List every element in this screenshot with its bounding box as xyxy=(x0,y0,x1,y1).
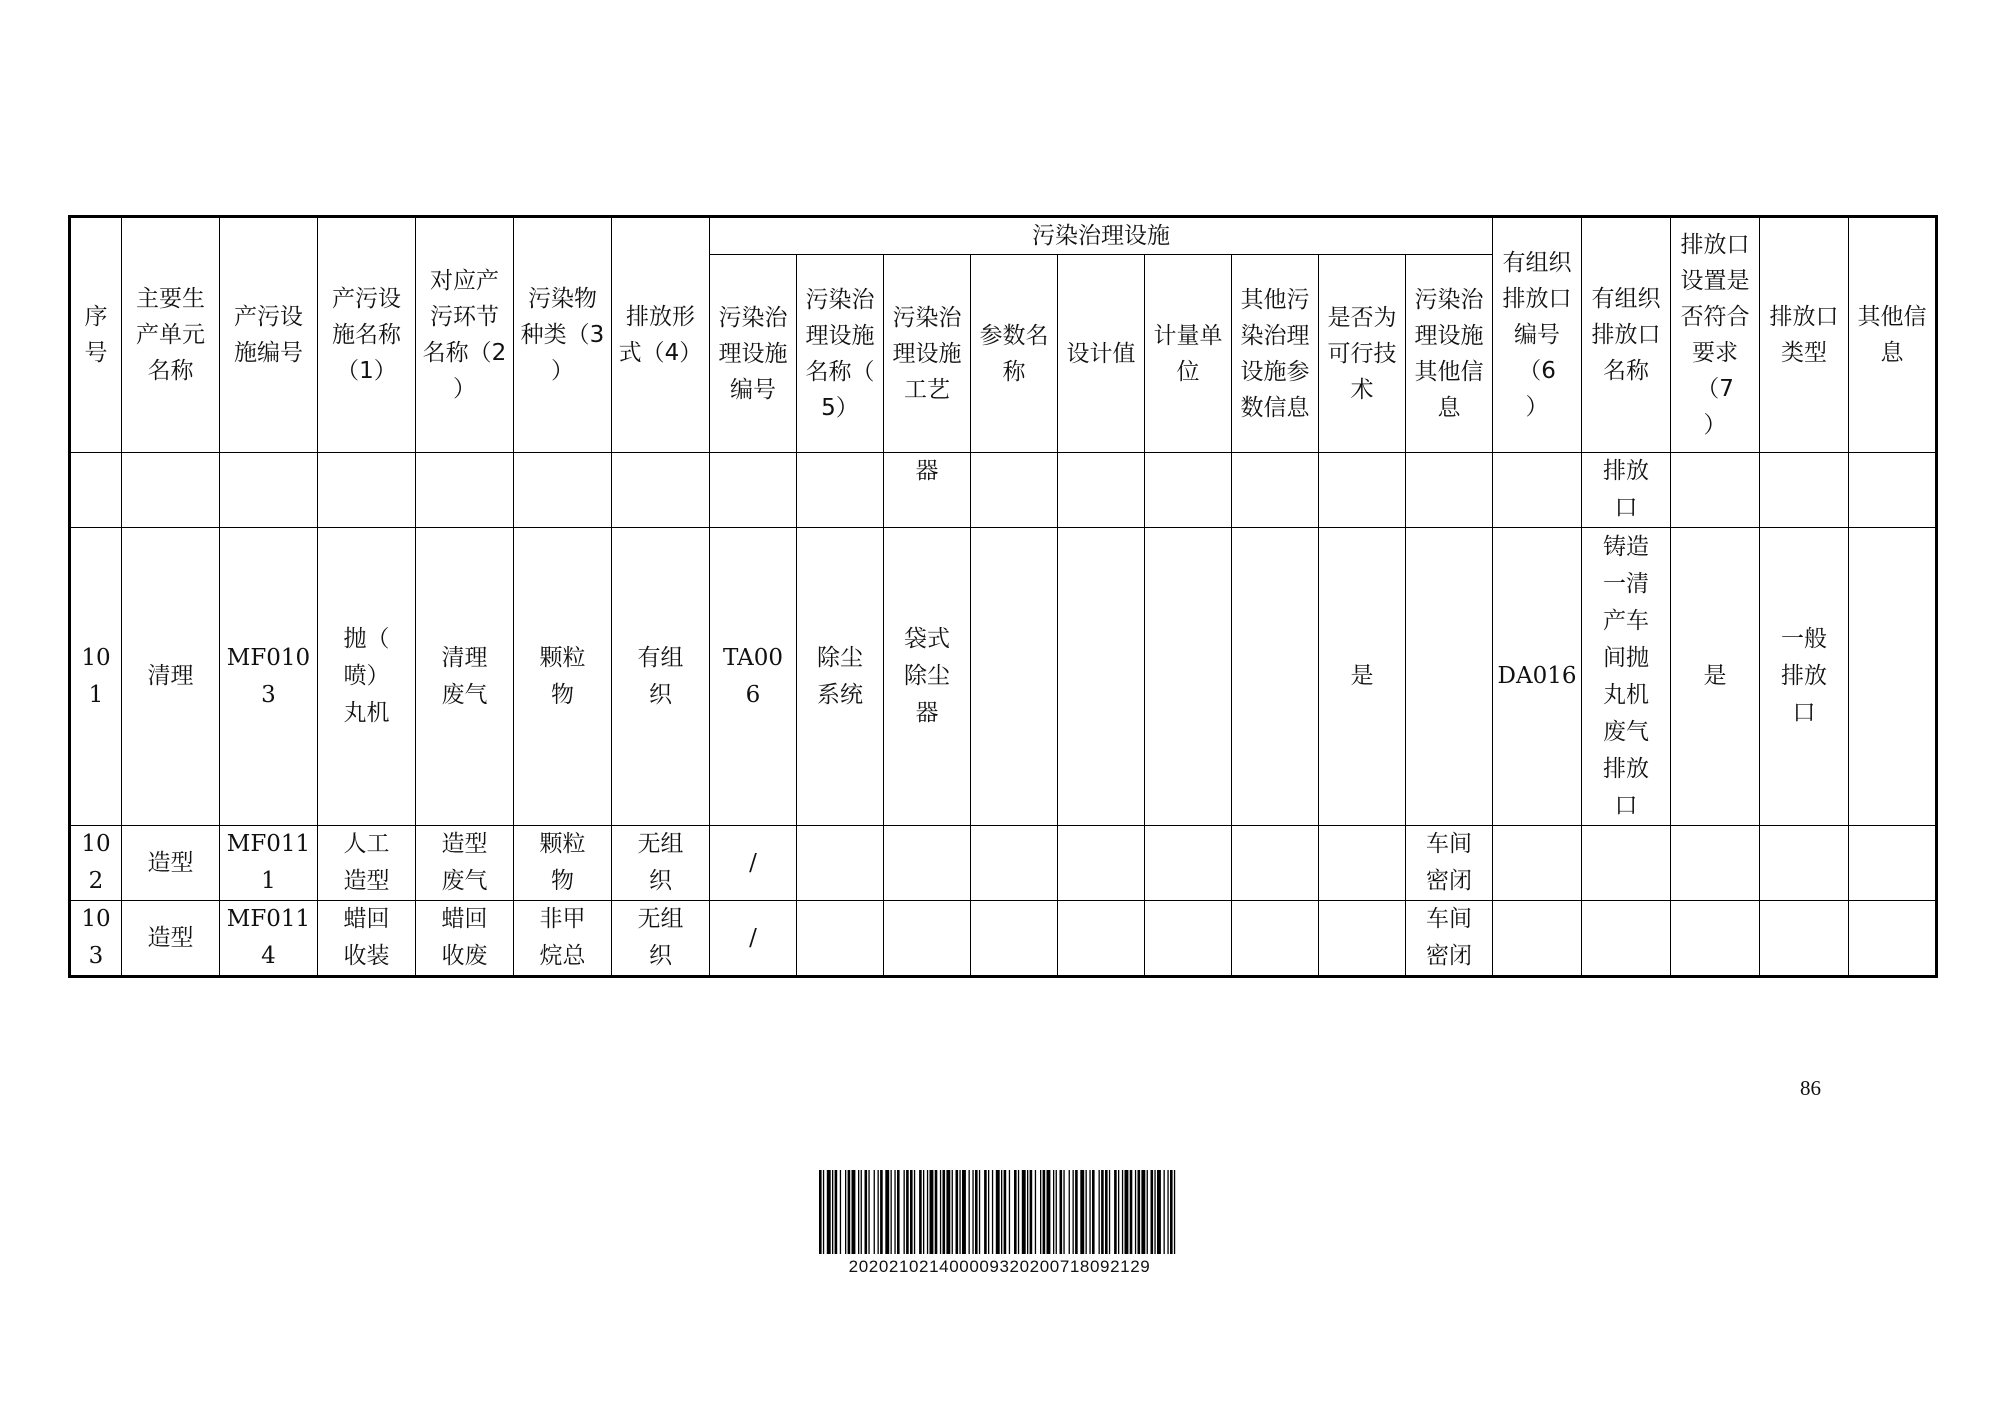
table-cell xyxy=(1493,453,1582,528)
table-cell xyxy=(1232,453,1319,528)
table-cell: 无组 织 xyxy=(612,826,710,901)
barcode-bar xyxy=(868,1170,869,1254)
table-row xyxy=(70,528,1937,826)
barcode-bar xyxy=(1040,1170,1041,1254)
header-outlet-name: 有组织 排放口 名称 xyxy=(1582,217,1671,453)
barcode-bar xyxy=(1147,1170,1148,1254)
table-cell xyxy=(1145,453,1232,528)
header-pollutant-type: 污染物 种类（3 ） xyxy=(514,217,612,453)
header-parameter-name: 参数名 称 xyxy=(971,255,1058,453)
barcode-bar xyxy=(894,1170,895,1254)
table-row xyxy=(70,901,1937,977)
barcode-bar xyxy=(992,1170,993,1254)
header-feasible-tech: 是否为 可行技 术 xyxy=(1319,255,1406,453)
barcode-bar xyxy=(1018,1170,1019,1254)
header-facility-name: 产污设 施名称 （1） xyxy=(318,217,416,453)
table-cell xyxy=(318,453,416,528)
table-cell: 车间 密闭 xyxy=(1406,826,1493,901)
barcode-bar xyxy=(874,1170,875,1254)
table-body xyxy=(70,453,1937,977)
table-cell xyxy=(220,453,318,528)
barcode-bar xyxy=(1122,1170,1123,1254)
table-cell: 器 xyxy=(884,453,971,528)
barcode-bar xyxy=(891,1170,892,1254)
barcode-bar xyxy=(878,1170,879,1254)
table-cell xyxy=(1232,528,1319,826)
barcode-number: 20202102140000932020071809212​9 xyxy=(848,1257,1151,1276)
header-row-top xyxy=(70,217,1937,255)
table-row xyxy=(70,453,1937,528)
barcode-bar xyxy=(840,1170,841,1254)
barcode-bar xyxy=(1030,1170,1033,1254)
barcode-bar xyxy=(1035,1170,1036,1254)
table-cell: 有组 织 xyxy=(612,528,710,826)
barcode-image xyxy=(817,1170,1182,1254)
barcode-bar xyxy=(1014,1170,1017,1254)
barcode-bar xyxy=(852,1170,856,1254)
table-cell xyxy=(1671,453,1760,528)
table-cell xyxy=(1849,826,1937,901)
pollution-facility-table xyxy=(68,215,1938,978)
header-treatment-id: 污染治 理设施 编号 xyxy=(710,255,797,453)
barcode-bar xyxy=(952,1170,953,1254)
barcode-bar xyxy=(1164,1170,1165,1254)
barcode-bar xyxy=(1056,1170,1057,1254)
table-cell xyxy=(1760,453,1849,528)
barcode xyxy=(817,1170,1182,1277)
header-unit: 计量单 位 xyxy=(1145,255,1232,453)
barcode-bar xyxy=(910,1170,913,1254)
table-cell: 一般 排放 口 xyxy=(1760,528,1849,826)
table-cell: 袋式 除尘 器 xyxy=(884,528,971,826)
barcode-bar xyxy=(923,1170,924,1254)
barcode-bar xyxy=(946,1170,950,1254)
table-cell: 蜡回 收废 xyxy=(416,901,514,977)
table-cell xyxy=(797,453,884,528)
header-design-value: 设计值 xyxy=(1058,255,1145,453)
barcode-bar xyxy=(819,1170,822,1254)
table-cell xyxy=(710,453,797,528)
table-cell xyxy=(971,528,1058,826)
table-cell xyxy=(884,826,971,901)
table-cell xyxy=(971,826,1058,901)
table-cell xyxy=(1406,528,1493,826)
table-cell: MF011 4 xyxy=(220,901,318,977)
header-emission-form: 排放形 式（4） xyxy=(612,217,710,453)
barcode-bar xyxy=(1118,1170,1119,1254)
barcode-bar xyxy=(927,1170,928,1254)
table-cell xyxy=(1760,901,1849,977)
table-cell xyxy=(122,453,220,528)
header-outlet-type: 排放口 类型 xyxy=(1760,217,1849,453)
table-cell: 非甲 烷总 xyxy=(514,901,612,977)
table-cell xyxy=(1232,901,1319,977)
barcode-bar xyxy=(1109,1170,1110,1254)
table-cell: 是 xyxy=(1319,528,1406,826)
table-cell xyxy=(416,453,514,528)
barcode-bar xyxy=(897,1170,900,1254)
barcode-bar xyxy=(1060,1170,1063,1254)
table-cell xyxy=(1582,901,1671,977)
barcode-bar xyxy=(1001,1170,1002,1254)
barcode-bar xyxy=(1086,1170,1087,1254)
barcode-bar xyxy=(1114,1170,1117,1254)
barcode-bar xyxy=(845,1170,846,1254)
table-cell: 颗粒 物 xyxy=(514,528,612,826)
barcode-bar xyxy=(984,1170,987,1254)
barcode-bar xyxy=(880,1170,883,1254)
barcode-bar xyxy=(969,1170,970,1254)
table-cell xyxy=(1849,453,1937,528)
barcode-bar xyxy=(1080,1170,1084,1254)
table-cell: DA016 xyxy=(1493,528,1582,826)
barcode-bar xyxy=(904,1170,905,1254)
table-cell xyxy=(1406,453,1493,528)
barcode-bar xyxy=(930,1170,934,1254)
barcode-bar xyxy=(1105,1170,1108,1254)
header-main-unit: 主要生 产单元 名称 xyxy=(122,217,220,453)
header-treatment-process: 污染治 理设施 工艺 xyxy=(884,255,971,453)
header-outlet-id: 有组织 排放口 编号（6 ） xyxy=(1493,217,1582,453)
table-cell xyxy=(971,901,1058,977)
table-cell xyxy=(1145,901,1232,977)
table-cell: 无组 织 xyxy=(612,901,710,977)
barcode-bar xyxy=(1130,1170,1133,1254)
table-cell: 除尘 系统 xyxy=(797,528,884,826)
barcode-bar xyxy=(1167,1170,1168,1254)
barcode-bar xyxy=(1073,1170,1074,1254)
barcode-bar xyxy=(1101,1170,1104,1254)
table-cell: 是 xyxy=(1671,528,1760,826)
table-cell xyxy=(1849,528,1937,826)
barcode-bar xyxy=(858,1170,859,1254)
barcode-bar xyxy=(962,1170,966,1254)
barcode-bar xyxy=(996,1170,1000,1254)
table-cell: 清理 xyxy=(122,528,220,826)
table-cell xyxy=(971,453,1058,528)
barcode-bar xyxy=(1151,1170,1154,1254)
barcode-bar xyxy=(972,1170,973,1254)
table-cell xyxy=(612,453,710,528)
barcode-bar xyxy=(1154,1170,1155,1254)
barcode-bar xyxy=(1125,1170,1129,1254)
table-cell: 10 3 xyxy=(70,901,122,977)
table-cell xyxy=(1232,826,1319,901)
table-cell: 10 1 xyxy=(70,528,122,826)
table-cell: 10 2 xyxy=(70,826,122,901)
barcode-bar xyxy=(943,1170,946,1254)
barcode-bar xyxy=(823,1170,824,1254)
table-cell: 排放 口 xyxy=(1582,453,1671,528)
barcode-bar xyxy=(975,1170,978,1254)
table-cell xyxy=(1058,528,1145,826)
table-cell xyxy=(797,826,884,901)
table-cell xyxy=(1319,901,1406,977)
barcode-bar xyxy=(935,1170,938,1254)
barcode-bar xyxy=(861,1170,862,1254)
table-cell: 造型 xyxy=(122,901,220,977)
barcode-bar xyxy=(1157,1170,1161,1254)
barcode-bar xyxy=(914,1170,915,1254)
table-cell xyxy=(1760,826,1849,901)
barcode-bar xyxy=(1099,1170,1100,1254)
table-cell: 造型 xyxy=(122,826,220,901)
table-cell: / xyxy=(710,826,797,901)
barcode-bar xyxy=(906,1170,909,1254)
table-cell xyxy=(884,901,971,977)
table-cell xyxy=(1058,826,1145,901)
barcode-bar xyxy=(1174,1170,1175,1254)
table-cell xyxy=(1319,453,1406,528)
table-cell xyxy=(1058,453,1145,528)
table-cell xyxy=(1671,826,1760,901)
table-cell: 车间 密闭 xyxy=(1406,901,1493,977)
barcode-bar xyxy=(827,1170,831,1254)
barcode-bar xyxy=(1047,1170,1051,1254)
table-cell: 人工 造型 xyxy=(318,826,416,901)
table-cell xyxy=(70,453,122,528)
barcode-bar xyxy=(919,1170,922,1254)
table-cell: 蜡回 收装 xyxy=(318,901,416,977)
barcode-bar xyxy=(956,1170,959,1254)
barcode-bar xyxy=(1135,1170,1136,1254)
table-cell: 抛（ 喷） 丸机 xyxy=(318,528,416,826)
header-process-name: 对应产 污环节 名称（2 ） xyxy=(416,217,514,453)
table-cell xyxy=(1493,901,1582,977)
header-facility-id: 产污设 施编号 xyxy=(220,217,318,453)
barcode-bar xyxy=(885,1170,889,1254)
header-seq: 序 号 xyxy=(70,217,122,453)
table-cell: 铸造 一清 产车 间抛 丸机 废气 排放 口 xyxy=(1582,528,1671,826)
barcode-bar xyxy=(848,1170,851,1254)
barcode-bar xyxy=(940,1170,941,1254)
table-cell xyxy=(514,453,612,528)
header-treatment-group: 污染治理设施 xyxy=(710,217,1493,255)
barcode-bar xyxy=(835,1170,838,1254)
barcode-bar xyxy=(979,1170,980,1254)
table-cell: TA00 6 xyxy=(710,528,797,826)
barcode-bar xyxy=(1170,1170,1173,1254)
barcode-bar xyxy=(832,1170,833,1254)
barcode-bar xyxy=(1069,1170,1070,1254)
barcode-bar xyxy=(1138,1170,1141,1254)
table-cell xyxy=(1145,826,1232,901)
barcode-bar xyxy=(1043,1170,1046,1254)
header-treatment-name: 污染治 理设施 名称（ 5） xyxy=(797,255,884,453)
table-cell xyxy=(797,901,884,977)
barcode-bar xyxy=(1004,1170,1007,1254)
barcode-bar xyxy=(1141,1170,1145,1254)
barcode-bar xyxy=(1009,1170,1010,1254)
header-other-params: 其他污 染治理 设施参 数信息 xyxy=(1232,255,1319,453)
table-cell: 清理 废气 xyxy=(416,528,514,826)
header-treatment-other: 污染治 理设施 其他信 息 xyxy=(1406,255,1493,453)
table-cell: 颗粒 物 xyxy=(514,826,612,901)
page-number: 86 xyxy=(1800,1076,1821,1100)
table-row xyxy=(70,826,1937,901)
barcode-bar xyxy=(1075,1170,1078,1254)
table-cell xyxy=(1145,528,1232,826)
table-cell: 造型 废气 xyxy=(416,826,514,901)
table-cell xyxy=(1849,901,1937,977)
table-cell xyxy=(1058,901,1145,977)
header-other-info: 其他信 息 xyxy=(1849,217,1937,453)
barcode-bar xyxy=(1089,1170,1090,1254)
barcode-bar xyxy=(1027,1170,1028,1254)
table-cell: MF010 3 xyxy=(220,528,318,826)
barcode-bar xyxy=(1053,1170,1054,1254)
table-cell xyxy=(1493,826,1582,901)
table-cell xyxy=(1582,826,1671,901)
barcode-bar xyxy=(1063,1170,1064,1254)
barcode-bar xyxy=(959,1170,960,1254)
header-outlet-compliant: 排放口 设置是 否符合 要求（7 ） xyxy=(1671,217,1760,453)
barcode-bar xyxy=(1092,1170,1095,1254)
barcode-bar xyxy=(865,1170,868,1254)
table-cell xyxy=(1319,826,1406,901)
barcode-bar xyxy=(988,1170,989,1254)
table-cell xyxy=(1671,901,1760,977)
table-cell: MF011 1 xyxy=(220,826,318,901)
table-cell: / xyxy=(710,901,797,977)
barcode-bar xyxy=(1022,1170,1026,1254)
